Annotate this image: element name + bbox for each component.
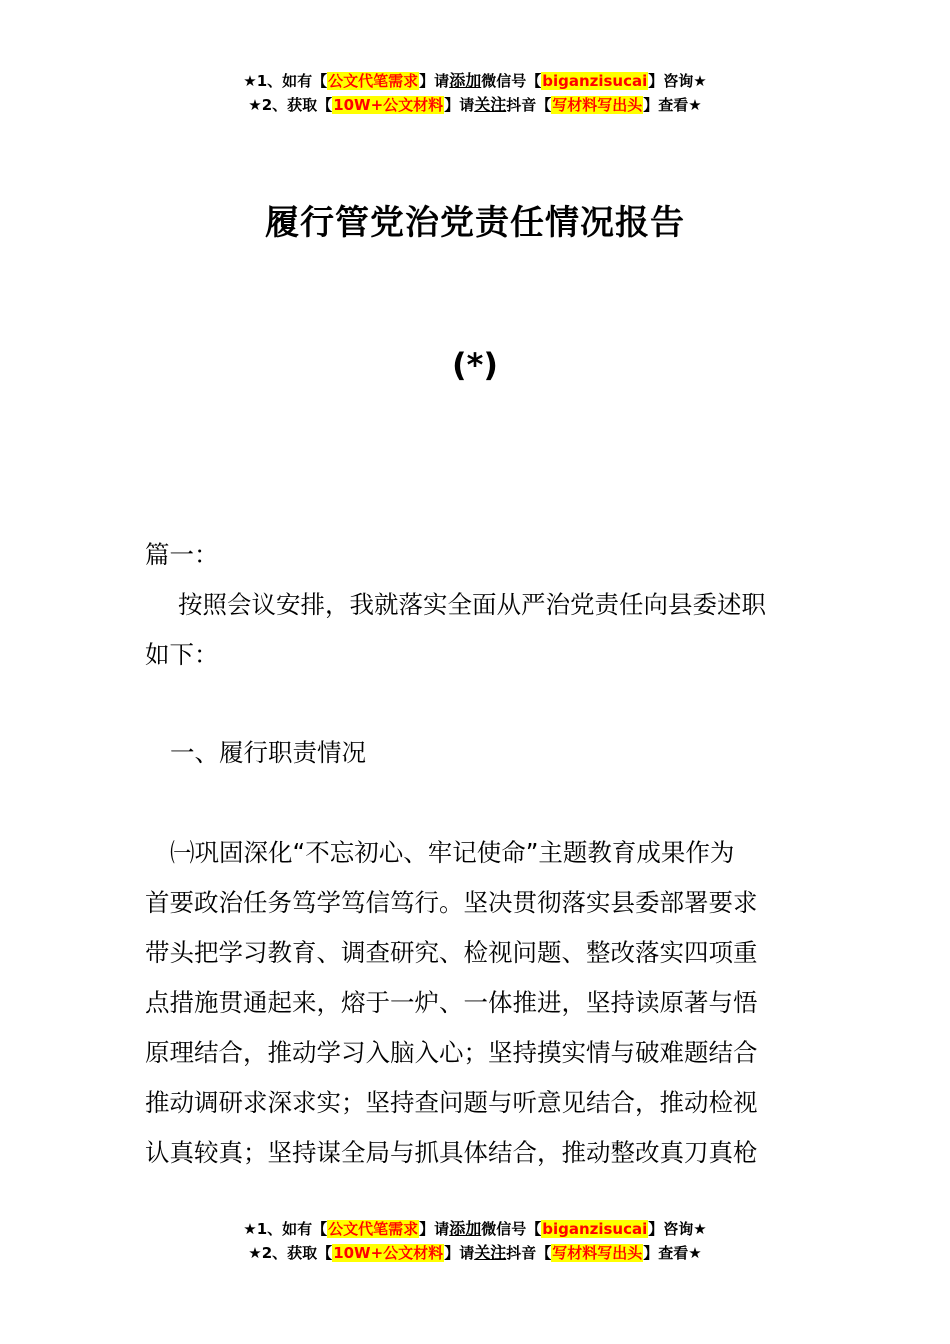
banner-highlight: 写材料写出头	[552, 96, 643, 114]
section-heading: 一、履行职责情况	[170, 738, 366, 767]
banner-highlight: biganzisucai	[542, 1220, 648, 1238]
banner-underline: 关注	[474, 1243, 507, 1262]
banner-highlight: 10W+公文材料	[333, 96, 444, 114]
banner-line-2: ★2、获取【10W+公文材料】请关注抖音【写材料写出头】查看★	[248, 95, 702, 114]
banner-underline: 添加	[449, 71, 482, 90]
bottom-banner	[0, 1217, 950, 1265]
banner-highlight: 10W+公文材料	[333, 1244, 444, 1262]
part-label: 篇一：	[145, 540, 219, 569]
paragraph-line: 原理结合，推动学习入脑入心；坚持摸实情与破难题结合	[145, 1038, 758, 1067]
intro-paragraph	[145, 580, 810, 680]
banner-line-1: ★1、如有【公文代笔需求】请添加微信号【biganzisucai】咨询★	[243, 1219, 707, 1238]
paragraph-line: 如下：	[145, 640, 219, 669]
banner-highlight: 公文代笔需求	[328, 1220, 419, 1238]
paragraph-line: 点措施贯通起来，熔于一炉、一体推进，坚持读原著与悟	[145, 988, 758, 1017]
paragraph-line: 推动调研求深求实；坚持查问题与听意见结合，推动检视	[145, 1088, 758, 1117]
document-title: 履行管党治党责任情况报告	[265, 203, 685, 243]
banner-highlight: 写材料写出头	[552, 1244, 643, 1262]
paragraph-line: 按照会议安排，我就落实全面从严治党责任向县委述职	[178, 590, 766, 619]
banner-underline: 添加	[449, 1219, 482, 1238]
document-subtitle: (*)	[452, 346, 498, 384]
subsection-paragraph	[145, 828, 810, 1178]
paragraph-line: ㈠巩固深化“不忘初心、牢记使命”主题教育成果作为	[170, 838, 735, 867]
paragraph-line: 认真较真；坚持谋全局与抓具体结合，推动整改真刀真枪	[145, 1138, 758, 1167]
banner-line-1: ★1、如有【公文代笔需求】请添加微信号【biganzisucai】咨询★	[243, 71, 707, 90]
paragraph-line: 首要政治任务笃学笃信笃行。坚决贯彻落实县委部署要求	[145, 888, 758, 917]
paragraph-line: 带头把学习教育、调查研究、检视问题、整改落实四项重	[145, 938, 758, 967]
banner-underline: 关注	[474, 95, 507, 114]
top-banner	[0, 69, 950, 117]
banner-highlight: 公文代笔需求	[328, 72, 419, 90]
banner-highlight: biganzisucai	[542, 72, 648, 90]
banner-line-2: ★2、获取【10W+公文材料】请关注抖音【写材料写出头】查看★	[248, 1243, 702, 1262]
